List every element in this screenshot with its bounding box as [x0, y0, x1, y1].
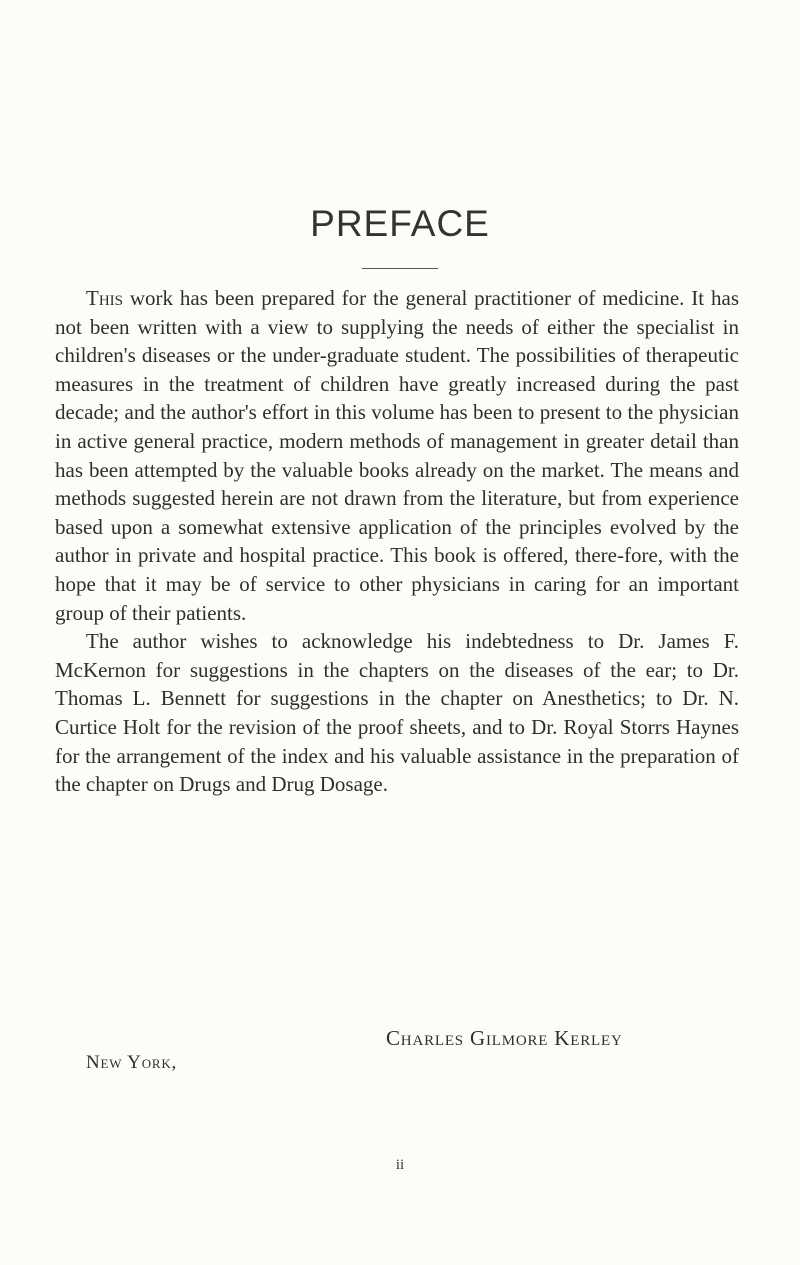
paragraph-2: The author wishes to acknowledge his indebtedness to Dr. James F. McKernon for suggestions in the chapters on the diseases of the ear; to Dr. Thomas L. Bennett for suggestions in the chapter on Anesthetics; to Dr. N. Curtice Holt for the revision of the proof sheets, and to Dr. Royal Storrs Haynes for the arrangement of the index and his valuable assistance in the preparation of the chapter on Drugs and Drug Dosage.	[55, 629, 739, 797]
place-line: New York,	[86, 1052, 178, 1073]
preface-body	[55, 284, 739, 799]
author-signature: Charles Gilmore Kerley	[386, 1026, 623, 1050]
page-title: PREFACE	[310, 203, 490, 244]
title-rule	[362, 268, 438, 269]
paragraph-1	[55, 284, 739, 627]
paragraph-1-lead: This	[86, 286, 123, 310]
paragraph-1-text: work has been prepared for the general practitioner of medicine. It has not been written with a view to supplying the needs of either the specialist in children's diseases or the under-graduate student. The possibilities of therapeutic measures in the treatment of children have greatly increased during the past decade; and the author's effort in this volume has been to present to the physician in active general practice, modern methods of management in greater detail than has been attempted by the valuable books already on the market. The means and methods suggested herein are not drawn from the literature, but from experience based upon a somewhat extensive application of the principles evolved by the author in private and hospital practice. This book is offered, there-fore, with the hope that it may be of service to other physicians in caring for an important group of their patients.	[55, 286, 739, 625]
page-number: ii	[395, 1157, 405, 1173]
